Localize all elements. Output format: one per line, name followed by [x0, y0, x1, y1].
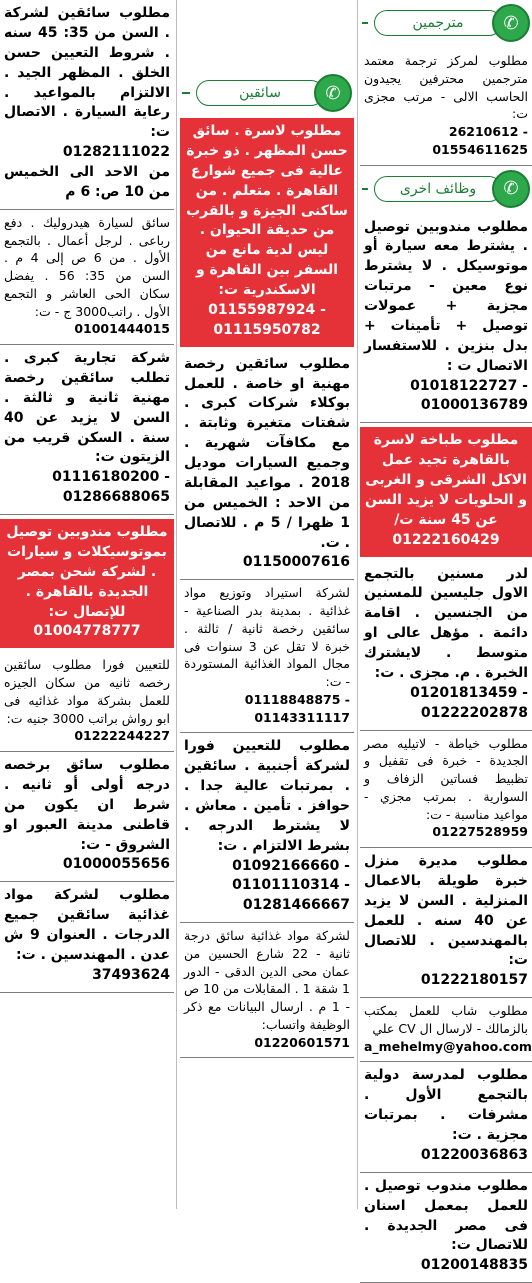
ad-text: مطلوب مندوبين توصيل بموتوسيكلات و سيارات . لشركة شحن بمصر الجديدة بالقاهرة . للإتصال ت: — [4, 523, 170, 622]
ad-text: مطلوب خياطة - لاتيليه مصر الجديدة - خبرة فى تقفيل و تظبيط فساتين الزفاف و السوارية . بمرتب مجزي - مواعيد مناسبة - ت: — [364, 735, 528, 824]
ad-phone: 01001444015 — [4, 320, 170, 338]
ad-text: شركة تجارية كبرى . تطلب سائقين رخصة مهنية ثانية و ثالثة . السن لا يزيد عن 40 سنة . السكن قريب من الزيتون ت: — [4, 349, 170, 468]
ad-text: مطلوب سائقين لشركة . السن من 35: 45 سنه . شروط التعيين حسن الخلق . المظهر الجيد . الالتزام بالمواعيد . رعاية السيارة . الاتصال ت: — [4, 4, 170, 143]
classified-ad — [360, 561, 532, 731]
ad-phone: 01222244227 — [4, 727, 170, 745]
whatsapp-icon: ✆ — [314, 74, 352, 112]
ad-phone: 01201813459 - 01222202878 — [364, 684, 528, 724]
classified-ad — [0, 0, 174, 210]
ad-phone: 01155987924 - 01115950782 — [184, 301, 350, 341]
ad-text: مطلوب مندوبين توصيل . يشترط معه سيارة أو موتوسيكل . لا يشترط نوع معين - مرتبات مجزية + عمولات توصيل + تأمينات + بدل بنزين . للاستفسار الاتصال ت : — [364, 218, 528, 377]
divider — [362, 22, 368, 24]
whatsapp-icon: ✆ — [492, 4, 530, 42]
classified-ad — [180, 118, 354, 347]
ad-phone: 01092166660 - 01101110314 - 01281466667 — [184, 857, 350, 917]
ad-hours: من الاحد الى الخميس من 10 ص: 6 م — [4, 163, 170, 203]
classified-ad — [360, 48, 532, 166]
ad-phone: 01220601571 — [184, 1034, 350, 1052]
ad-text: للتعيين فورا مطلوب سائقين رخصه ثانيه من سكان الجيزه للعمل بشركة مواد غذائيه فى ابو رواش براتب 3000 جنيه ت: — [4, 656, 170, 727]
ad-text: سائق لسيارة هيدروليك . دفع رباعى . لرجل أعمال . بالتجمع الأول . من 6 ص إلى 4 م . السن من 35: 56 . يفضل سكان الحى العاشر و التجمع الأول . راتب3000 ج - ت: — [4, 214, 170, 321]
column-divider — [357, 0, 358, 1209]
ad-phone: 01220036863 — [364, 1146, 528, 1166]
classified-ad — [180, 580, 354, 733]
middle-column — [180, 0, 354, 1209]
ad-text: لشركة استيراد وتوزيع مواد غذائية . بمدينة بدر الصناعية - سائقين رخصة ثانية / ثالثة . خبرة لا تقل عن 3 سنوات فى مجال المواد الغذائية المستوردة - ت: — [184, 584, 350, 691]
ad-text: مطلوب سائقين رخصة مهنية او خاصة . للعمل بوكلاء شركات كبرى . شفتات متغيرة وثابتة . مع مكافآت شهرية . وجميع السيارات موديل 2018 . مواعيد المقابلة من الاحد : الخميس من 1 ظهرا / 5 م . للاتصال . ت. — [184, 355, 350, 554]
ad-phone: 01150007616 — [184, 553, 350, 573]
classified-ad — [360, 214, 532, 424]
classified-ad — [0, 210, 174, 345]
ad-text: مطلوب لمركز ترجمة معتمد مترجمين محترفين يجيدون الحاسب الالى - مرتب مجزى ت: — [364, 52, 528, 123]
category-header-translators — [362, 4, 530, 42]
ad-email: a_mehelmy@yahoo.com — [364, 1038, 528, 1056]
ad-text: مطلوب مديرة منزل خبرة طويلة بالاعمال المنزلية . السن لا يزيد عن 40 سنه . للعمل بالمهندسين . للاتصال ت: — [364, 852, 528, 971]
ad-phone: 01116180200 - 01286688065 — [4, 468, 170, 508]
ad-text: مطلوب لمدرسة دولية بالتجمع الأول . مشرفات . بمرتبات مجزية . ت: — [364, 1066, 528, 1146]
category-header-drivers — [182, 74, 352, 112]
column-divider — [176, 0, 177, 1209]
classified-ad — [0, 519, 174, 648]
classified-ad — [0, 345, 174, 515]
classified-ad — [180, 733, 354, 923]
ad-phone: 01222180157 — [364, 971, 528, 991]
category-header-other-jobs — [362, 170, 530, 208]
classified-ad — [360, 848, 532, 998]
right-column — [360, 0, 532, 1209]
ad-list — [180, 118, 354, 1058]
ad-phone: 01222160429 — [364, 531, 528, 551]
classified-ad — [180, 923, 354, 1058]
ad-list — [360, 214, 532, 1283]
category-label: وظائف اخرى — [374, 176, 502, 202]
ad-text: مطلوب شاب للعمل بمكتب بالزمالك - لارسال ال CV علي — [364, 1002, 528, 1038]
ad-phone: 01004778777 — [4, 622, 170, 642]
ad-phone: 01227528959 — [364, 823, 528, 841]
ad-text: مطلوب مندوب توصيل . للعمل بمعمل اسنان فى مصر الجديدة . للاتصال ت: — [364, 1177, 528, 1257]
ad-list — [360, 48, 532, 166]
ad-phone: 37493624 — [4, 966, 170, 986]
ad-text: مطلوب لاسرة . سائق حسن المظهر . ذو خبرة عالية فى جميع شوارع القاهرة . متعلم . من ساكنى الجيزة و بالقرب من حديقة الحيوان . ليس لدية مانع من السفر بين القاهرة و الاسكندرية ت: — [184, 122, 350, 301]
ad-phone: 01118848875 - 01143311117 — [184, 691, 350, 727]
category-label: سائقين — [196, 80, 324, 106]
divider — [362, 188, 368, 190]
classified-ad — [0, 652, 174, 752]
left-column — [0, 0, 174, 1209]
ad-phone: 01018122727 - 01000136789 — [364, 377, 528, 417]
ad-phone: 01200148835 — [364, 1256, 528, 1276]
ad-phone: 26210612 - 01554611625 — [364, 123, 528, 159]
ad-phone: 01282111022 — [4, 143, 170, 163]
classified-ad — [0, 752, 174, 882]
ad-text: لدر مسنين بالتجمع الاول جليسين للمسنين من الجنسين . اقامة دائمة . مؤهل عالى او متوسط . لايشترك الخبرة . م. مجزى . ت: — [364, 565, 528, 684]
whatsapp-icon: ✆ — [492, 170, 530, 208]
ad-text: مطلوب للتعيين فورا لشركة أجنبية . سائقين . بمرتبات عالية جدا . حوافز . تأمين . معاش . لا يشترط الدرجه . بشرط الالتزام . ت: — [184, 737, 350, 856]
ad-phone: 01000055656 — [4, 855, 170, 875]
classified-ad — [360, 427, 532, 556]
ad-list — [0, 0, 174, 993]
ad-text: مطلوب سائق برخصه درجه أولى أو ثانيه . شرط ان يكون من قاطنى مدينة العبور او الشروق - ت: — [4, 756, 170, 855]
classified-ad — [360, 1173, 532, 1283]
classified-ad — [180, 351, 354, 581]
classified-ad — [360, 1062, 532, 1172]
ad-text: مطلوب لشركة مواد غذائية سائقين جميع الدرجات . العنوان 9 ش عدن . المهندسين . ت: — [4, 886, 170, 966]
ad-text: مطلوب طباخة لاسرة بالقاهرة تجيد عمل الاكل الشرقى و الغربى و الحلويات لا يزيد السن عن 45 سنة ت/ — [364, 431, 528, 530]
classified-ad — [360, 998, 532, 1062]
category-label: مترجمين — [374, 10, 502, 36]
divider — [182, 92, 190, 94]
classified-ad — [360, 731, 532, 849]
classified-ad — [0, 882, 174, 992]
ad-text: لشركة مواد غذائية سائق درجة ثانية - 22 شارع الحسين من عمان محى الدين الدقى - الدور 1 شقة 1 . المقابلات من 10 ص - 1 م . ارسال البيانات مع ذكر الوظيفة واتساب: — [184, 927, 350, 1034]
